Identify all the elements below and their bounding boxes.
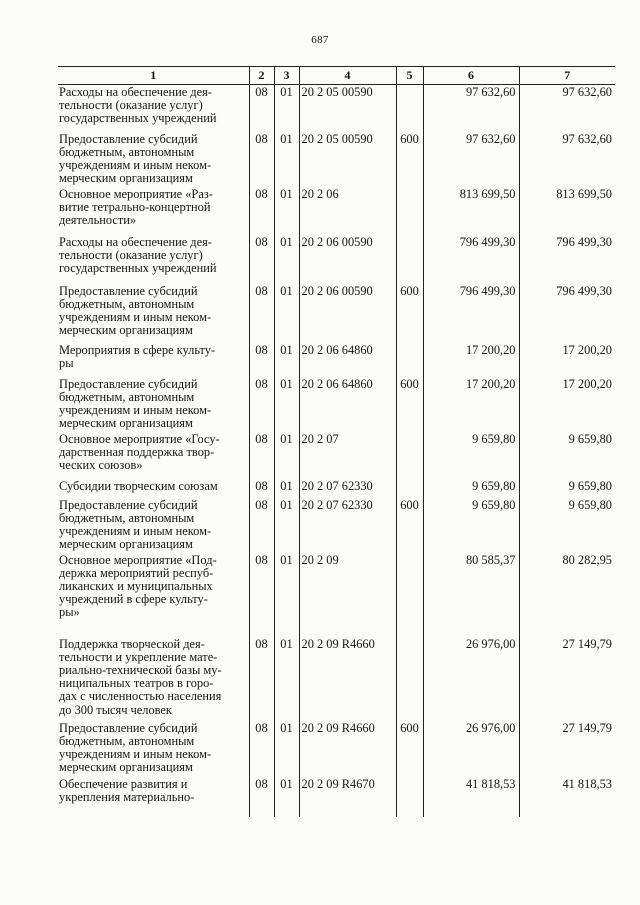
item-name-line: витие тетрально-концертной [59, 199, 211, 214]
item-name-line: государственных учреждений [59, 111, 217, 126]
table-row [58, 479, 615, 498]
item-name-line: бюджетным, автономным [59, 144, 195, 159]
item-name-line: ниципальных театров в горо- [59, 676, 214, 691]
article-code-cell: 20 2 07 [299, 432, 396, 479]
subsection-cell: 01 [274, 498, 299, 553]
item-name-line: ческих союзов» [59, 457, 143, 472]
amount-col7-cell: 796 499,30 [519, 235, 615, 284]
item-name-cell [58, 85, 249, 132]
table-row [58, 235, 615, 284]
column-header-4: 4 [299, 67, 396, 85]
expense-type-cell [396, 432, 423, 479]
article-code-cell: 20 2 06 [299, 187, 396, 235]
column-header-5: 5 [396, 67, 423, 85]
subsection-cell: 01 [274, 284, 299, 343]
item-name-line: мерческим организациям [59, 323, 193, 338]
table-row [58, 498, 615, 553]
item-name-line: Предоставление субсидий [59, 497, 198, 512]
amount-col7-cell: 27 149,79 [519, 637, 615, 721]
section-cell: 08 [249, 132, 274, 187]
subsection-cell: 01 [274, 637, 299, 721]
table-row [58, 85, 615, 132]
item-name-line: учреждениям и иным неком- [59, 309, 212, 324]
amount-col7-cell: 97 632,60 [519, 132, 615, 187]
page-number: 687 [311, 34, 329, 46]
item-name-line: Предоставление субсидий [59, 131, 198, 146]
article-code-cell: 20 2 07 62330 [299, 479, 396, 498]
amount-col7-cell: 17 200,20 [519, 343, 615, 377]
item-name-cell [58, 498, 249, 553]
amount-col7-cell: 796 499,30 [519, 284, 615, 343]
subsection-cell: 01 [274, 343, 299, 377]
item-name-cell [58, 187, 249, 235]
amount-col6-cell: 17 200,20 [423, 377, 519, 432]
amount-col7-cell: 41 818,53 [519, 777, 615, 817]
article-code-cell: 20 2 05 00590 [299, 132, 396, 187]
article-code-cell: 20 2 09 R4660 [299, 721, 396, 777]
amount-col7-cell: 9 659,80 [519, 432, 615, 479]
item-name-line: тельности (оказание услуг) [59, 247, 203, 262]
item-name-line: дах с численностью населения [59, 689, 222, 704]
article-code-cell: 20 2 07 62330 [299, 498, 396, 553]
article-code-cell: 20 2 05 00590 [299, 85, 396, 132]
expense-type-cell [396, 343, 423, 377]
item-name-line: мерческим организациям [59, 760, 193, 775]
amount-col6-cell: 796 499,30 [423, 284, 519, 343]
section-cell: 08 [249, 498, 274, 553]
table-row [58, 553, 615, 637]
item-name-line: бюджетным, автономным [59, 733, 195, 748]
table-row [58, 721, 615, 777]
expense-type-cell [396, 553, 423, 637]
item-name-line: Мероприятия в сфере культу- [59, 342, 216, 357]
item-name-line: ликанских и муниципальных [59, 578, 213, 593]
section-cell: 08 [249, 284, 274, 343]
item-name-line: укрепления материально- [59, 789, 195, 804]
expense-type-cell [396, 479, 423, 498]
item-name-line: ры» [59, 605, 80, 620]
item-name-line: Субсидии творческим союзам [59, 478, 218, 493]
section-cell: 08 [249, 637, 274, 721]
item-name-line: Предоставление субсидий [59, 283, 198, 298]
amount-col6-cell: 796 499,30 [423, 235, 519, 284]
item-name-line: Обеспечение развития и [59, 776, 188, 791]
item-name-cell [58, 343, 249, 377]
article-code-cell: 20 2 06 64860 [299, 343, 396, 377]
item-name-line: Предоставление субсидий [59, 720, 198, 735]
amount-col6-cell: 9 659,80 [423, 498, 519, 553]
expense-type-cell: 600 [396, 284, 423, 343]
expense-type-cell: 600 [396, 721, 423, 777]
amount-col7-cell: 80 282,95 [519, 553, 615, 637]
subsection-cell: 01 [274, 479, 299, 498]
subsection-cell: 01 [274, 377, 299, 432]
item-name-cell [58, 721, 249, 777]
subsection-cell: 01 [274, 777, 299, 817]
item-name-line: Поддержка творческой дея- [59, 636, 205, 651]
amount-col7-cell: 813 699,50 [519, 187, 615, 235]
expense-type-cell: 600 [396, 132, 423, 187]
article-code-cell: 20 2 06 00590 [299, 284, 396, 343]
item-name-line: ры [59, 355, 74, 370]
section-cell: 08 [249, 377, 274, 432]
section-cell: 08 [249, 187, 274, 235]
table-row [58, 343, 615, 377]
amount-col6-cell: 9 659,80 [423, 432, 519, 479]
section-cell: 08 [249, 777, 274, 817]
item-name-line: Расходы на обеспечение дея- [59, 85, 212, 99]
item-name-line: Расходы на обеспечение дея- [59, 234, 212, 249]
subsection-cell: 01 [274, 235, 299, 284]
item-name-cell [58, 284, 249, 343]
item-name-line: учреждениям и иным неком- [59, 157, 212, 172]
amount-col7-cell: 97 632,60 [519, 85, 615, 132]
item-name-line: учреждений в сфере культу- [59, 592, 208, 607]
article-code-cell: 20 2 09 R4670 [299, 777, 396, 817]
amount-col6-cell: 97 632,60 [423, 85, 519, 132]
amount-col6-cell: 17 200,20 [423, 343, 519, 377]
amount-col6-cell: 813 699,50 [423, 187, 519, 235]
expense-type-cell [396, 777, 423, 817]
expense-type-cell: 600 [396, 498, 423, 553]
table-row [58, 377, 615, 432]
column-header-6: 6 [423, 67, 519, 85]
amount-col7-cell: 17 200,20 [519, 377, 615, 432]
section-cell: 08 [249, 479, 274, 498]
subsection-cell: 01 [274, 132, 299, 187]
item-name-line: учреждениям и иным неком- [59, 402, 212, 417]
section-cell: 08 [249, 235, 274, 284]
amount-col7-cell: 9 659,80 [519, 498, 615, 553]
subsection-cell: 01 [274, 432, 299, 479]
subsection-cell: 01 [274, 721, 299, 777]
item-name-cell [58, 637, 249, 721]
amount-col6-cell: 26 976,00 [423, 637, 519, 721]
amount-col6-cell: 9 659,80 [423, 479, 519, 498]
item-name-line: мерческим организациям [59, 171, 193, 186]
column-header-1: 1 [58, 67, 249, 85]
item-name-line: держка мероприятий респуб- [59, 565, 214, 580]
table-row [58, 432, 615, 479]
amount-col6-cell: 80 585,37 [423, 553, 519, 637]
amount-col7-cell: 9 659,80 [519, 479, 615, 498]
subsection-cell: 01 [274, 553, 299, 637]
subsection-cell: 01 [274, 187, 299, 235]
expense-type-cell: 600 [396, 377, 423, 432]
expense-type-cell [396, 85, 423, 132]
table-row [58, 187, 615, 235]
item-name-line: дарственная поддержка твор- [59, 444, 215, 459]
expense-type-cell [396, 235, 423, 284]
item-name-cell [58, 132, 249, 187]
article-code-cell: 20 2 06 64860 [299, 377, 396, 432]
subsection-cell: 01 [274, 85, 299, 132]
column-header-7: 7 [519, 67, 615, 85]
item-name-cell [58, 553, 249, 637]
amount-col7-cell: 27 149,79 [519, 721, 615, 777]
column-header-2: 2 [249, 67, 274, 85]
amount-col6-cell: 41 818,53 [423, 777, 519, 817]
item-name-line: бюджетным, автономным [59, 389, 195, 404]
item-name-cell [58, 235, 249, 284]
table-row [58, 777, 615, 817]
item-name-line: бюджетным, автономным [59, 510, 195, 525]
item-name-cell [58, 432, 249, 479]
item-name-line: Основное мероприятие «Под- [59, 552, 217, 567]
amount-col6-cell: 97 632,60 [423, 132, 519, 187]
item-name-line: до 300 тысяч человек [59, 702, 172, 717]
item-name-line: учреждениям и иным неком- [59, 523, 212, 538]
budget-table [58, 66, 615, 817]
item-name-line: мерческим организациям [59, 416, 193, 431]
item-name-line: государственных учреждений [59, 260, 217, 275]
section-cell: 08 [249, 721, 274, 777]
table-row [58, 284, 615, 343]
section-cell: 08 [249, 343, 274, 377]
section-cell: 08 [249, 553, 274, 637]
item-name-line: бюджетным, автономным [59, 296, 195, 311]
item-name-line: деятельности» [59, 212, 137, 227]
expense-type-cell [396, 637, 423, 721]
expense-type-cell [396, 187, 423, 235]
column-header-3: 3 [274, 67, 299, 85]
article-code-cell: 20 2 09 R4660 [299, 637, 396, 721]
article-code-cell: 20 2 06 00590 [299, 235, 396, 284]
item-name-line: риально-технической базы му- [59, 662, 222, 677]
item-name-line: учреждениям и иным неком- [59, 746, 212, 761]
item-name-cell [58, 479, 249, 498]
item-name-line: Предоставление субсидий [59, 376, 198, 391]
table-row [58, 637, 615, 721]
section-cell: 08 [249, 85, 274, 132]
article-code-cell: 20 2 09 [299, 553, 396, 637]
item-name-cell [58, 377, 249, 432]
item-name-line: тельности (оказание услуг) [59, 98, 203, 113]
item-name-line: мерческим организациям [59, 537, 193, 552]
item-name-cell [58, 777, 249, 817]
header-row [58, 67, 615, 85]
section-cell: 08 [249, 432, 274, 479]
item-name-line: Основное мероприятие «Раз- [59, 186, 213, 201]
amount-col6-cell: 26 976,00 [423, 721, 519, 777]
table-row [58, 132, 615, 187]
item-name-line: тельности и укрепление мате- [59, 649, 218, 664]
item-name-line: Основное мероприятие «Госу- [59, 431, 220, 446]
